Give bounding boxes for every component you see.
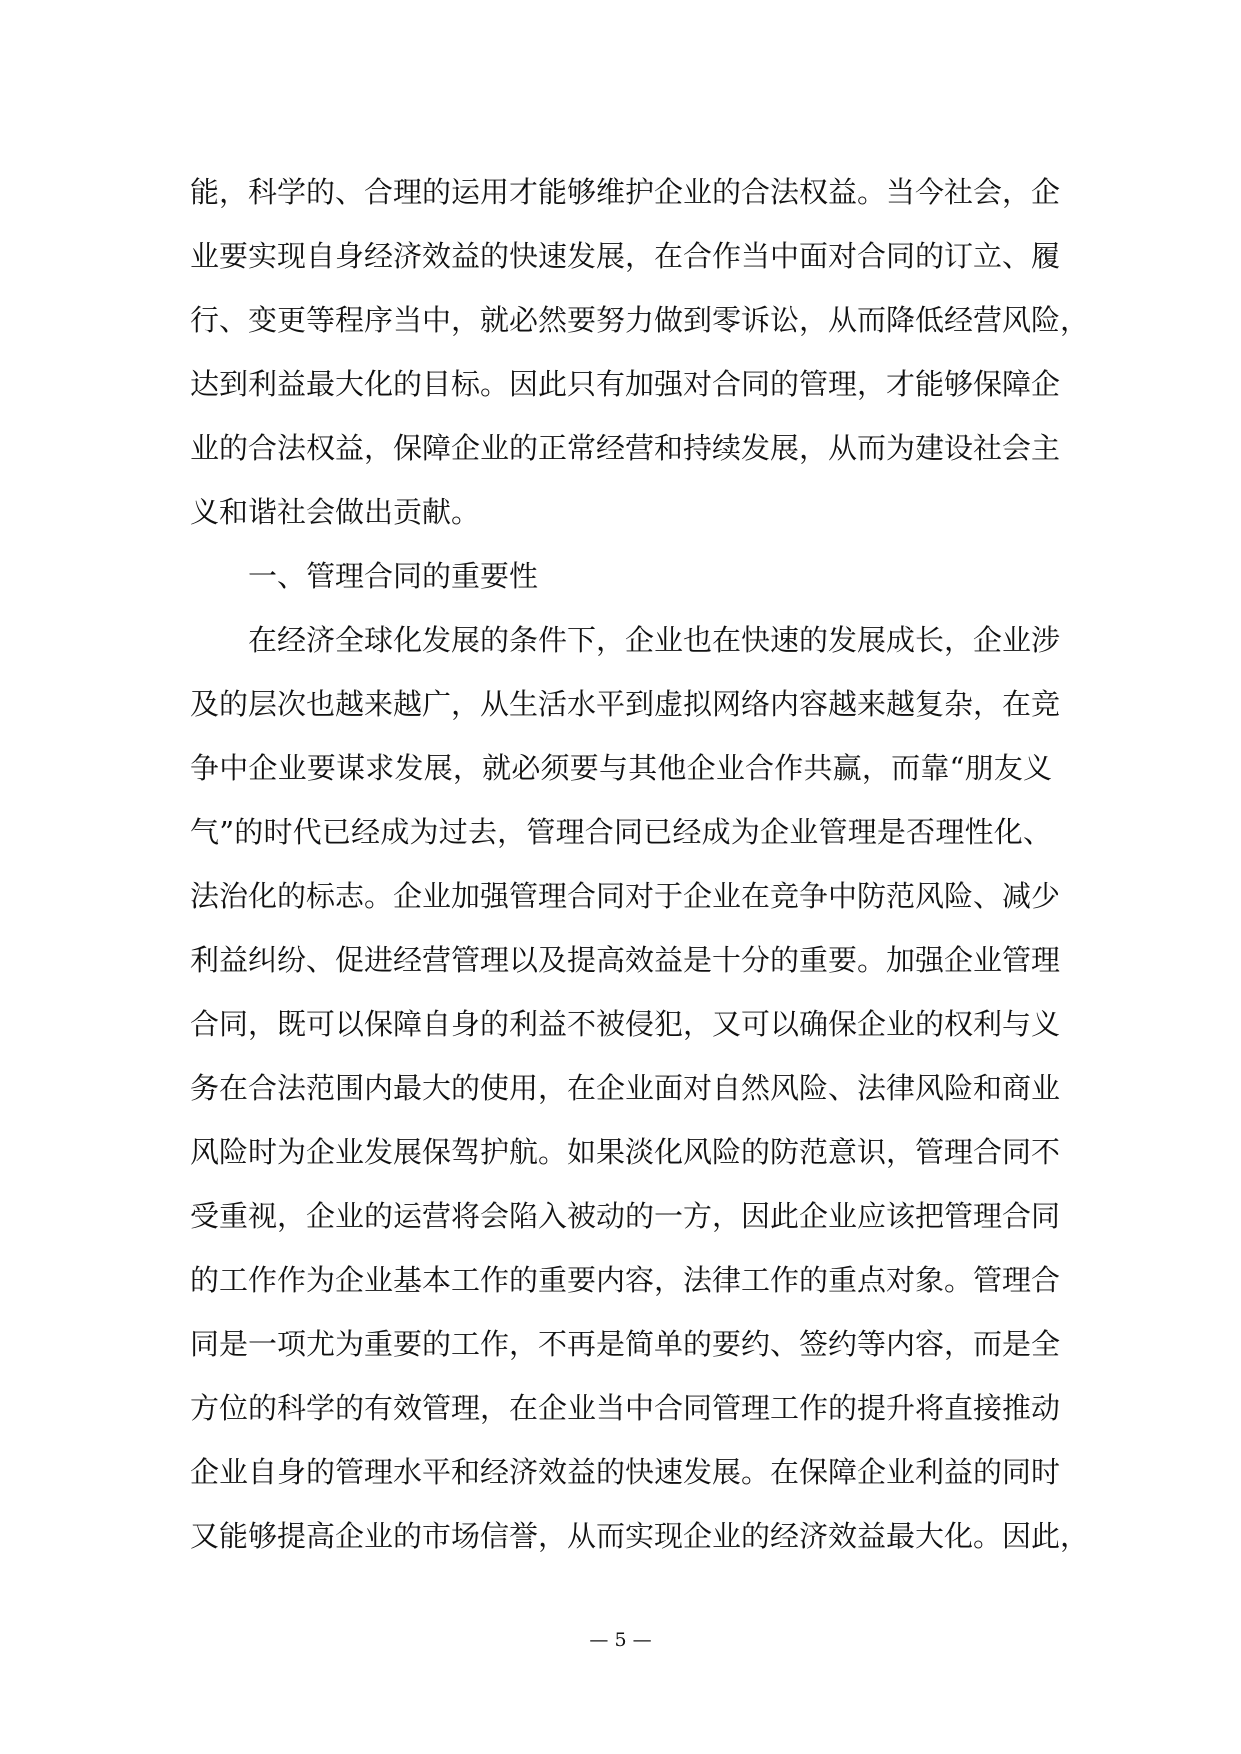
text-line: 企业自身的管理水平和经济效益的快速发展。在保障企业利益的同时	[190, 1455, 1061, 1489]
text-line: 业要实现自身经济效益的快速发展，在合作当中面对合同的订立、履	[190, 239, 1061, 273]
text-line: 业的合法权益，保障企业的正常经营和持续发展，从而为建设社会主	[190, 431, 1061, 465]
text-line: 能，科学的、合理的运用才能够维护企业的合法权益。当今社会，企	[190, 175, 1061, 209]
body-text	[190, 160, 1090, 1568]
text-line: 行、变更等程序当中，就必然要努力做到零诉讼，从而降低经营风险，	[190, 303, 1090, 337]
text-line: 气”的时代已经成为过去，管理合同已经成为企业管理是否理性化、	[190, 815, 1052, 849]
page-number: — 5 —	[589, 1629, 652, 1651]
text-line: 法治化的标志。企业加强管理合同对于企业在竞争中防范风险、减少	[190, 879, 1061, 913]
text-line: 的工作作为企业基本工作的重要内容，法律工作的重点对象。管理合	[190, 1263, 1061, 1297]
section-heading: 一、管理合同的重要性	[248, 559, 539, 593]
text-line: 合同，既可以保障自身的利益不被侵犯，又可以确保企业的权利与义	[190, 1007, 1061, 1041]
text-line: 在经济全球化发展的条件下，企业也在快速的发展成长，企业涉	[248, 623, 1061, 657]
text-line: 达到利益最大化的目标。因此只有加强对合同的管理，才能够保障企	[190, 367, 1061, 401]
text-line: 方位的科学的有效管理，在企业当中合同管理工作的提升将直接推动	[190, 1391, 1061, 1425]
text-line: 及的层次也越来越广，从生活水平到虚拟网络内容越来越复杂，在竞	[190, 687, 1061, 721]
text-line: 风险时为企业发展保驾护航。如果淡化风险的防范意识，管理合同不	[190, 1135, 1061, 1169]
text-line: 利益纠纷、促进经营管理以及提高效益是十分的重要。加强企业管理	[190, 943, 1061, 977]
text-line: 又能够提高企业的市场信誉，从而实现企业的经济效益最大化。因此，	[190, 1519, 1090, 1553]
text-line: 义和谐社会做出贡献。	[190, 495, 481, 529]
text-line: 务在合法范围内最大的使用，在企业面对自然风险、法律风险和商业	[190, 1071, 1061, 1105]
text-line: 争中企业要谋求发展，就必须要与其他企业合作共赢，而靠“朋友义	[190, 751, 1052, 785]
text-line: 受重视，企业的运营将会陷入被动的一方，因此企业应该把管理合同	[190, 1199, 1061, 1233]
text-line: 同是一项尤为重要的工作，不再是简单的要约、签约等内容，而是全	[190, 1327, 1061, 1361]
